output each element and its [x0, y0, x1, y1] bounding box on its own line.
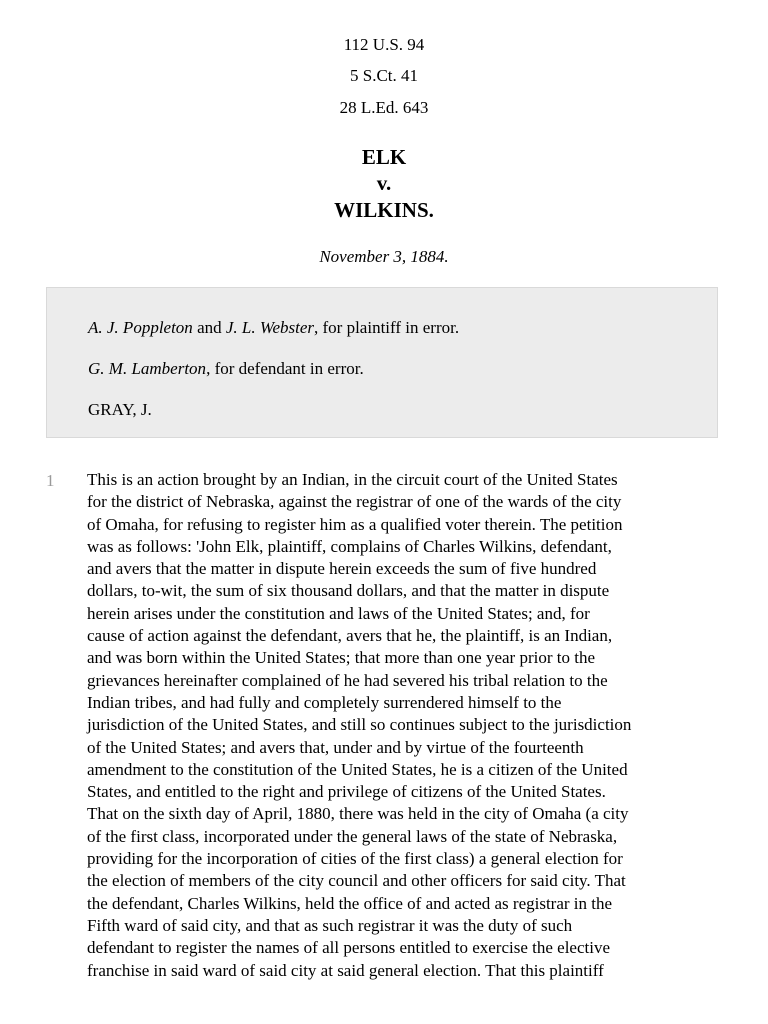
citation-us-reports: 112 U.S. 94: [343, 35, 425, 54]
decision-date: November 3, 1884.: [319, 247, 449, 266]
opinion-line: for the district of Nebraska, against the registrar of one of the wards of the city: [87, 492, 622, 512]
opinion-line: the election of members of the city council and other officers for said city. That: [87, 871, 626, 891]
opinion-paragraph: [87, 469, 727, 982]
opinion-line: This is an action brought by an Indian, in the circuit court of the United States: [87, 470, 618, 489]
opinion-author: GRAY, J.: [88, 400, 152, 419]
case-title-defendant: WILKINS.: [334, 198, 434, 222]
opinion-line: amendment to the constitution of the United States, he is a citizen of the United: [87, 759, 628, 779]
counsel-panel: [46, 287, 718, 438]
citation-supreme-court-reporter: 5 S.Ct. 41: [349, 66, 419, 85]
opinion-line: Fifth ward of said city, and that as such registrar it was the duty of such: [87, 915, 573, 935]
paragraph-number: 1: [46, 471, 55, 490]
plaintiff-counsel-role: , for plaintiff in error.: [314, 318, 460, 337]
plaintiff-counsel-line: [88, 318, 459, 338]
counsel-conjunction: and: [192, 318, 226, 337]
opinion-line: and avers that the matter in dispute herein exceeds the sum of five hundred: [87, 559, 597, 579]
plaintiff-counsel-name-2: J. L. Webster: [225, 318, 315, 337]
defendant-counsel-line: [88, 359, 364, 379]
case-title-versus: v.: [376, 171, 392, 195]
opinion-line: of Omaha, for refusing to register him as a qualified voter therein. The petition: [87, 514, 623, 534]
opinion-line: herein arises under the constitution and laws of the United States; and, for: [87, 603, 590, 623]
opinion-line: cause of action against the defendant, avers that he, the plaintiff, is an Indian,: [87, 626, 613, 646]
opinion-line: jurisdiction of the United States, and still so continues subject to the jurisdiction: [87, 715, 632, 735]
opinion-line: States, and entitled to the right and privilege of citizens of the United States.: [87, 782, 606, 802]
opinion-line: grievances hereinafter complained of he had severed his tribal relation to the: [87, 670, 608, 690]
opinion-line: franchise in said ward of said city at said general election. That this plaintiff: [87, 960, 604, 980]
opinion-line: of the United States; and avers that, under and by virtue of the fourteenth: [87, 737, 584, 757]
opinion-line: of the first class, incorporated under the general laws of the state of Nebraska,: [87, 826, 618, 846]
opinion-line: and was born within the United States; that more than one year prior to the: [87, 648, 595, 668]
plaintiff-counsel-name-1: A. J. Poppleton: [88, 318, 193, 337]
opinion-line: That on the sixth day of April, 1880, there was held in the city of Omaha (a city: [87, 804, 629, 824]
citation-lawyers-edition: 28 L.Ed. 643: [339, 98, 429, 117]
opinion-line: Indian tribes, and had fully and completely surrendered himself to the: [87, 692, 562, 712]
opinion-line: defendant to register the names of all persons entitled to exercise the elective: [87, 938, 611, 958]
case-title-plaintiff: ELK: [361, 145, 407, 169]
opinion-line: providing for the incorporation of cities of the first class) a general election for: [87, 849, 623, 869]
opinion-line: the defendant, Charles Wilkins, held the office of and acted as registrar in the: [87, 893, 613, 913]
defendant-counsel-role: , for defendant in error.: [206, 359, 364, 378]
opinion-line: was as follows: 'John Elk, plaintiff, complains of Charles Wilkins, defendant,: [87, 536, 612, 556]
opinion-line: dollars, to-wit, the sum of six thousand dollars, and that the matter in dispute: [87, 581, 610, 601]
defendant-counsel-name: G. M. Lamberton: [88, 359, 207, 378]
